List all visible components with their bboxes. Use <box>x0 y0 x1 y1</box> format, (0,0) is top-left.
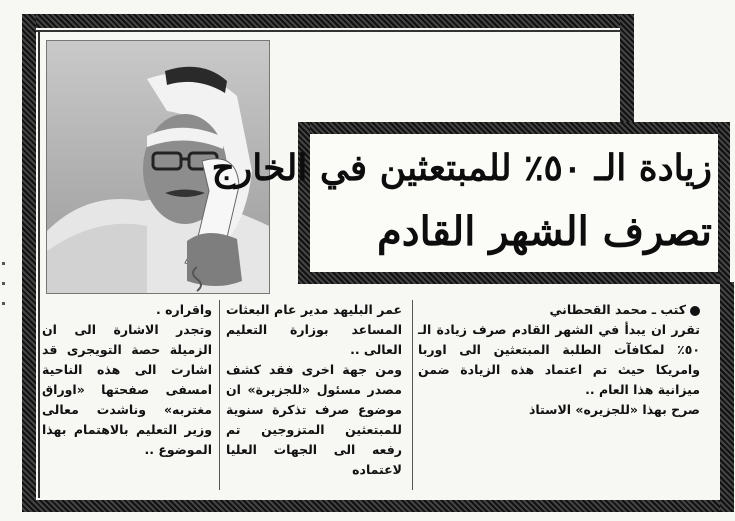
inner-rule-top <box>36 30 620 32</box>
article-column-left <box>42 300 212 460</box>
margin-speck <box>2 282 5 285</box>
article-column-right <box>418 300 700 420</box>
paragraph: واقراره . <box>156 302 212 317</box>
headline-line-1: زيادة الـ ٥٠٪ للمبتعثين في الخارج <box>211 147 712 189</box>
paragraph: وتجدر الاشارة الى ان الزميلة حصة التويجرى قد اشارت الى هذه الناحية امسفى صفحتها «اوراق مغتربه» وناشدت معالى وزير التعليم بالاهتمام بهذا الموضوع .. <box>42 322 212 457</box>
article-column-middle <box>226 300 402 480</box>
frame-border-right-upper <box>620 14 634 126</box>
byline <box>418 300 700 320</box>
frame-border-left <box>22 14 36 512</box>
bullet-icon <box>690 306 700 316</box>
column-divider <box>219 300 220 490</box>
column-divider <box>412 300 413 490</box>
headline-border-bottom <box>298 272 730 284</box>
paragraph: عمر البليهد مدير عام البعثات المساعد بوزارة التعليم العالى .. <box>226 302 402 357</box>
frame-border-right-lower <box>720 282 734 512</box>
paragraph: تقرر ان يبدأ في الشهر القادم صرف زيادة الـ ٥٠٪ لمكافآت الطلبة المبتعثين الى اوربا وامريكا حيث تم اعتماد هذه الزيادة ضمن ميزانية هذا العام .. <box>418 322 700 397</box>
frame-border-bottom <box>22 500 734 512</box>
frame-border-top <box>22 14 634 28</box>
headline-border-right <box>718 122 730 284</box>
inner-rule-left <box>38 30 40 498</box>
paragraph: ومن جهة اخرى فقد كشف مصدر مسئول «للجزيرة» ان موضوع صرف تذكرة سنوية للمبتعثين المتزوجين تم رفعه الى الجهات العليا لاعتماده <box>226 362 402 477</box>
margin-speck <box>2 262 5 265</box>
margin-speck <box>2 302 5 305</box>
paragraph: صرح بهذا «للجزيره» الاستاذ <box>528 402 700 417</box>
byline-text: كتب ـ محمد القحطاني <box>549 302 686 317</box>
headline-border-top <box>298 122 730 134</box>
headline-line-2: تصرف الشهر القادم <box>377 208 712 255</box>
